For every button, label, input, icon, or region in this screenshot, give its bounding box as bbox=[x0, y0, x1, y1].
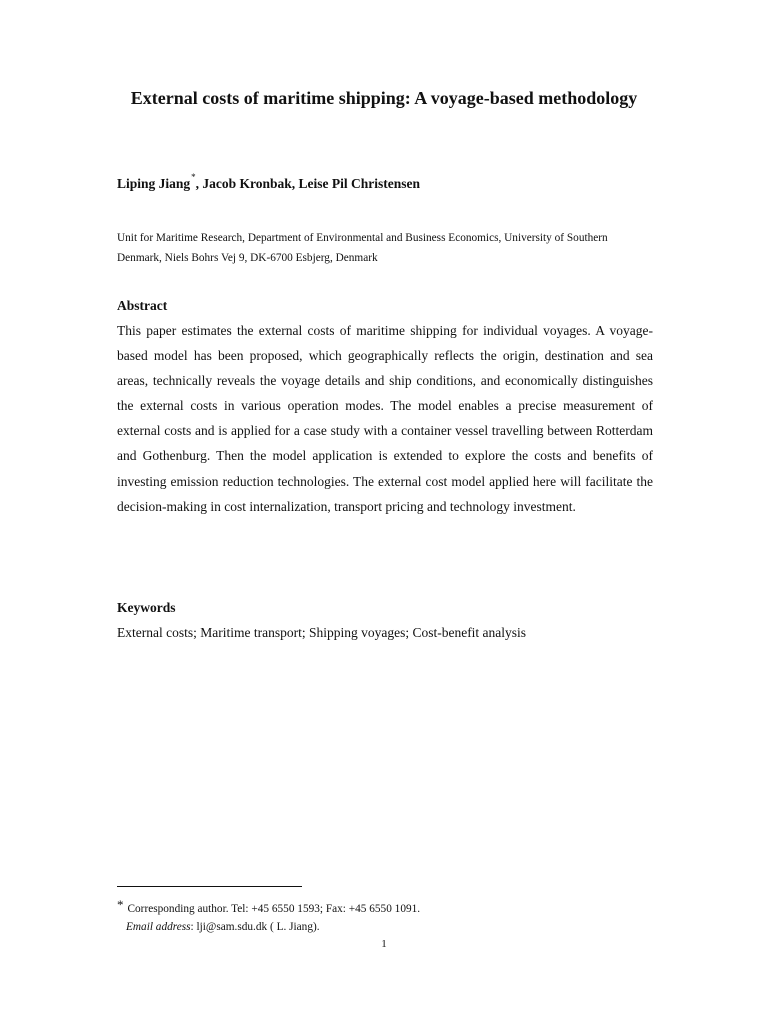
co-authors: , Jacob Kronbak, Leise Pil Christensen bbox=[195, 176, 421, 191]
paper-title: External costs of maritime shipping: A voyage-based methodology bbox=[130, 88, 638, 108]
first-author: Liping Jiang bbox=[117, 176, 191, 191]
abstract-heading: Abstract bbox=[117, 298, 168, 313]
email-value: : lji@sam.sdu.dk ( L. Jiang). bbox=[190, 921, 320, 933]
footnote-divider bbox=[117, 886, 302, 887]
page-number: 1 bbox=[381, 938, 387, 950]
author-list bbox=[117, 174, 420, 195]
footnote-email bbox=[126, 917, 320, 937]
abstract-text: This paper estimates the external costs of maritime shipping for individual voyages. A voyage-based model has been proposed, which geographically reflects the origin, destination and sea areas, technically reveals the voyage details and ship conditions, and economically distinguishes the external costs in various operation modes. The model enables a precise measurement of external costs and is applied for a case study with a container vessel travelling between Rotterdam and Gothenburg. Then the model application is extended to explore the costs and benefits of investing emission reduction technologies. The external cost model applied here will facilitate the decision-making in cost internalization, transport pricing and technology investment. bbox=[117, 323, 653, 514]
keywords-heading: Keywords bbox=[117, 600, 176, 615]
keywords-text: External costs; Maritime transport; Shipping voyages; Cost-benefit analysis bbox=[117, 625, 527, 640]
footnote-corresponding-author bbox=[117, 898, 420, 919]
email-label: Email address bbox=[126, 921, 191, 933]
footnote-contact: Corresponding author. Tel: +45 6550 1593; Fax: +45 6550 1091. bbox=[127, 903, 421, 915]
author-affiliation: Unit for Maritime Research, Department of Environmental and Business Economics, University of Southern Denmark, Niels Bohrs Vej 9, DK-6700 Esbjerg, Denmark bbox=[117, 232, 608, 264]
footnote-marker: * bbox=[117, 897, 124, 912]
corresponding-author-marker: * bbox=[191, 172, 196, 182]
